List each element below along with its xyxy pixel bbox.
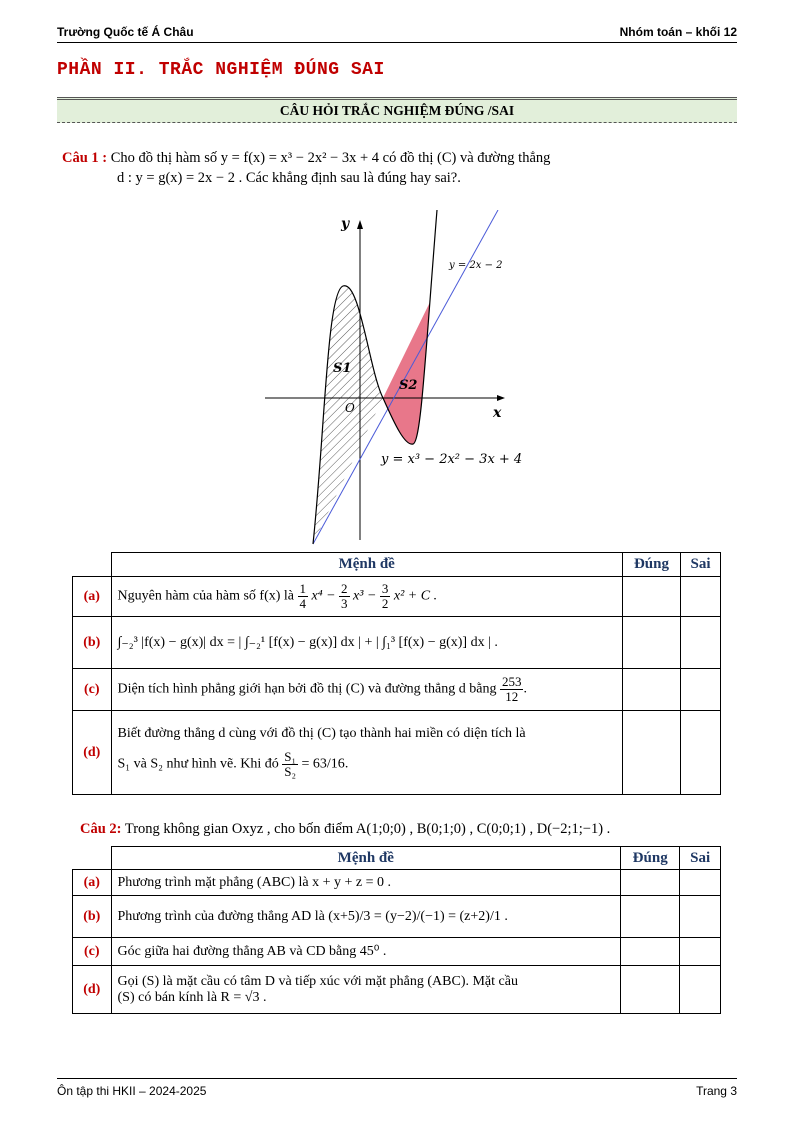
- row-label: (b): [73, 896, 112, 938]
- fraction: $\frac{2}{3}$: [341, 581, 348, 611]
- region-s2: [383, 302, 430, 444]
- question-2: [80, 821, 610, 838]
- answer-false-cell[interactable]: [680, 870, 721, 896]
- table-row: [73, 938, 721, 966]
- true-header: Đúng: [622, 553, 680, 577]
- statement-d: Biết đường thẳng d cùng với đồ thị (C) tạo thành hai miền có diện tích là S₁ và S₂ như hình vẽ. Khi đó $\frac{\text{S₁}}{\text{S₂}}$ = 63/16.: [111, 711, 622, 795]
- table-row: [73, 669, 721, 711]
- table-row: [73, 577, 721, 617]
- s2-label: S2: [399, 378, 418, 393]
- s1-label: S1: [333, 361, 352, 376]
- answer-false-cell[interactable]: [681, 617, 721, 669]
- row-label: (d): [73, 966, 112, 1014]
- statement-c: Diện tích hình phẳng giới hạn bởi đồ thị (C) và đường thẳng d bằng $\frac{253}{12}$ .: [111, 669, 622, 711]
- question-1-text-a: Cho đồ thị hàm số y = f(x) = x³ − 2x² − 3x + 4 có đồ thị (C) và đường thẳng: [110, 150, 551, 166]
- row-label: (b): [73, 617, 112, 669]
- statement-d: Gọi (S) là mặt cầu có tâm D và tiếp xúc với mặt phẳng (ABC). Mặt cầu (S) có bán kính là R = √3 .: [111, 966, 621, 1014]
- answer-false-cell[interactable]: [681, 577, 721, 617]
- answer-true-cell[interactable]: [622, 711, 680, 795]
- y-axis-label: y: [341, 216, 350, 232]
- answer-false-cell[interactable]: [680, 966, 721, 1014]
- question-2-text: Trong không gian Oxyz , cho bốn điểm A(1;0;0) , B(0;1;0) , C(0;0;1) , D(−2;1;−1) .: [124, 821, 611, 837]
- x-axis-arrow: [497, 395, 505, 401]
- answer-true-cell[interactable]: [621, 938, 680, 966]
- group-name: Nhóm toán – khối 12: [619, 25, 737, 39]
- question-1-table: [72, 552, 721, 795]
- answer-true-cell[interactable]: [621, 966, 680, 1014]
- statement-header: Mệnh đề: [111, 847, 621, 870]
- table-row: [73, 966, 721, 1014]
- fraction: $\frac{1}{4}$: [299, 581, 306, 611]
- origin-label: O: [345, 401, 355, 415]
- true-header: Đúng: [621, 847, 680, 870]
- table-row: [73, 711, 721, 795]
- line-d-label: y = 2x − 2: [449, 260, 503, 271]
- statement-header: Mệnh đề: [111, 553, 622, 577]
- fraction: $\frac{253}{12}$: [501, 674, 522, 704]
- curve-label: y = x³ − 2x² − 3x + 4: [381, 452, 523, 467]
- table-row: [73, 617, 721, 669]
- answer-false-cell[interactable]: [680, 896, 721, 938]
- answer-false-cell[interactable]: [680, 938, 721, 966]
- fraction: $\frac{\text{S₁}}{\text{S₂}}$: [284, 749, 297, 779]
- false-header: Sai: [680, 847, 721, 870]
- answer-false-cell[interactable]: [681, 669, 721, 711]
- answer-true-cell[interactable]: [621, 896, 680, 938]
- question-1-text-b: d : y = g(x) = 2x − 2 . Các khẳng định sau là đúng hay sai?.: [117, 170, 461, 186]
- false-header: Sai: [681, 553, 721, 577]
- x-axis-label: x: [493, 405, 502, 421]
- row-label: (d): [73, 711, 112, 795]
- y-axis-arrow: [357, 220, 363, 229]
- statement-a: Phương trình mặt phẳng (ABC) là x + y + z = 0 .: [111, 870, 621, 896]
- row-label: (c): [73, 669, 112, 711]
- question-2-table: [72, 846, 721, 1014]
- school-name: Trường Quốc tế Á Châu: [57, 25, 194, 39]
- statement-c: Góc giữa hai đường thẳng AB và CD bằng 45⁰ .: [111, 938, 621, 966]
- page-number: Trang 3: [696, 1084, 737, 1098]
- page-footer: [57, 1078, 737, 1098]
- table-row: [73, 870, 721, 896]
- fraction: $\frac{3}{2}$: [381, 581, 389, 611]
- table-row: [73, 896, 721, 938]
- answer-true-cell[interactable]: [621, 870, 680, 896]
- row-label: (a): [73, 577, 112, 617]
- question-1: [62, 148, 738, 188]
- footer-left: Ôn tập thi HKII – 2024-2025: [57, 1084, 207, 1098]
- question-2-label: Câu 2:: [80, 821, 122, 837]
- row-label: (a): [73, 870, 112, 896]
- statement-b: ∫₋₂³ |f(x) − g(x)| dx = | ∫₋₂¹ [f(x) − g(x)] dx | + | ∫₁³ [f(x) − g(x)] dx | .: [111, 617, 622, 669]
- part-title: PHẦN II. TRẮC NGHIỆM ĐÚNG SAI: [57, 60, 385, 80]
- answer-true-cell[interactable]: [622, 617, 680, 669]
- section-banner: CÂU HỎI TRẮC NGHIỆM ĐÚNG /SAI: [57, 97, 737, 123]
- row-label: (c): [73, 938, 112, 966]
- question-1-label: Câu 1 :: [62, 150, 108, 166]
- function-graph: [265, 210, 525, 545]
- page-header: [57, 22, 737, 43]
- answer-false-cell[interactable]: [681, 711, 721, 795]
- statement-a: Nguyên hàm của hàm số f(x) là $\frac{1}{4}$ x⁴ − $\frac{2}{3}$ x³ − $\frac{3}{2}$ x² + C .: [111, 577, 622, 617]
- answer-true-cell[interactable]: [622, 577, 680, 617]
- statement-b: Phương trình của đường thẳng AD là (x+5)/3 = (y−2)/(−1) = (z+2)/1 .: [111, 896, 621, 938]
- answer-true-cell[interactable]: [622, 669, 680, 711]
